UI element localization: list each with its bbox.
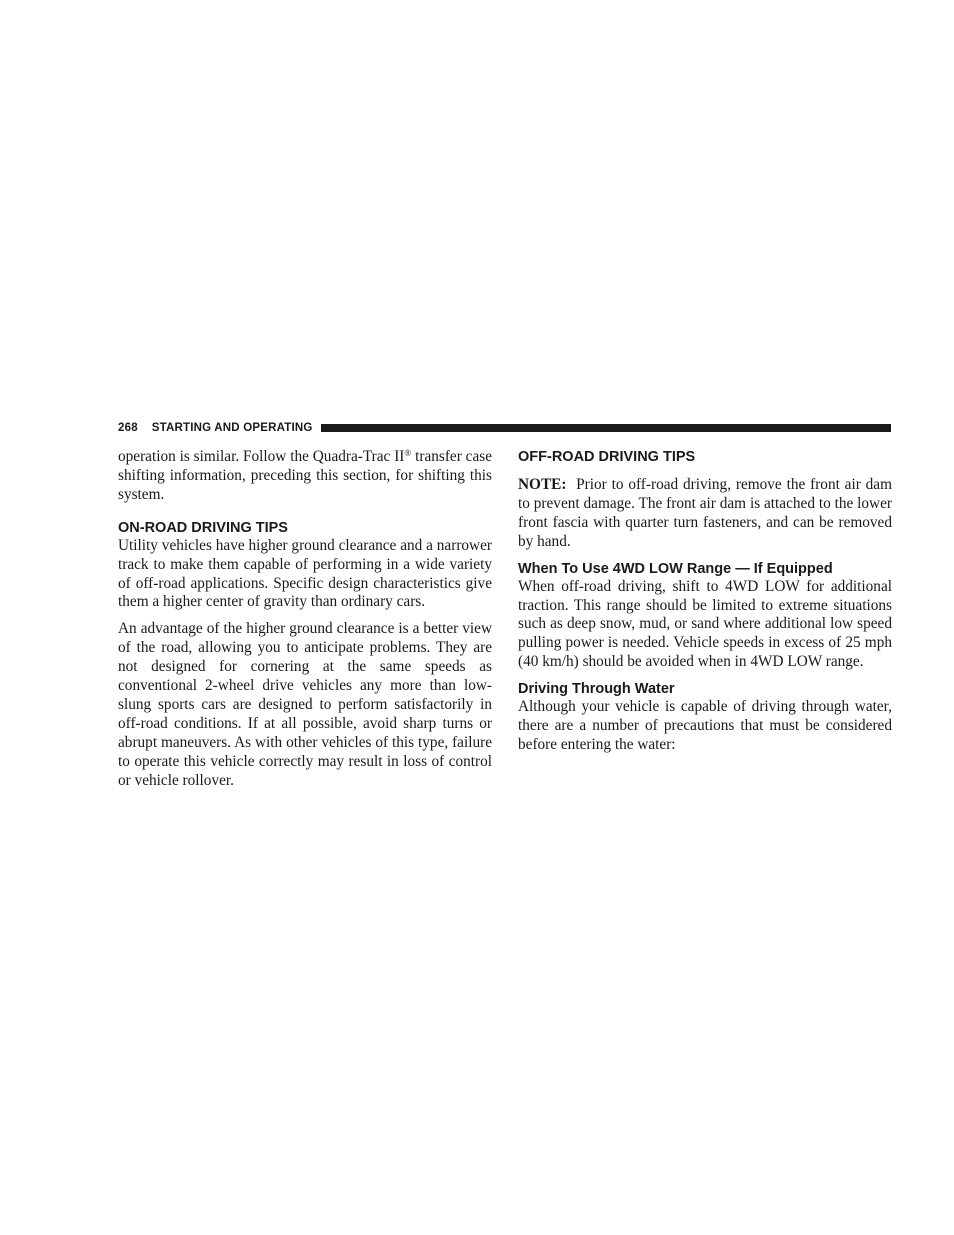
intro-text-pre: operation is similar. Follow the Quadra-Trac II [118,448,405,465]
onroad-heading: ON-ROAD DRIVING TIPS [118,519,288,536]
offroad-heading: OFF-ROAD DRIVING TIPS [518,449,696,465]
header-rule [321,424,891,432]
onroad-paragraph-1: Utility vehicles have higher ground clearance and a narrower track to make them capable of performing in a wide variety of off-road applications. Specific design characteristics give them a higher center of gravity than ordinary cars. [118,536,492,611]
water-heading: Driving Through Water [518,681,675,698]
note-text: Prior to off-road driving, remove the front air dam to prevent damage. The front air dam is attached to the lower front fascia with quarter turn fasteners, and can be removed by hand. [518,476,896,550]
left-column [118,448,492,799]
intro-paragraph [118,448,492,505]
right-column [518,448,896,763]
onroad-paragraph-2: An advantage of the higher ground clearance is a better view of the road, allowing you to anticipate problems. They are not designed for cornering at the same speeds as conventional 2-wheel drive vehicles any more than low-slung sports cars are designed to perform satisfactorily in off-road conditions. If at all possible, avoid sharp turns or abrupt maneuvers. As with other vehicles of this type, failure to operate this vehicle correctly may result in loss of control or vehicle rollover. [118,620,492,789]
water-paragraph: Although your vehicle is capable of driving through water, there are a number of precautions that must be considered before entering the water: [518,698,892,753]
section-title: STARTING AND OPERATING [151,422,313,434]
page-header [118,419,891,437]
intro-text-post: transfer case shifting information, preceding this section, for shifting this system. [118,448,492,503]
page-number: 268 [118,422,138,434]
low-range-paragraph: When off-road driving, shift to 4WD LOW for additional traction. This range should be limited to extreme situations such as deep snow, mud, or sand where additional low speed pulling power is needed. Vehicle speeds in excess of 25 mph (40 km/h) should be avoided when in 4WD LOW range. [518,577,892,671]
registered-mark: ® [404,448,412,458]
note-paragraph [518,476,896,552]
low-range-heading: When To Use 4WD LOW Range — If Equipped [518,560,833,577]
note-label: NOTE: [518,476,567,493]
